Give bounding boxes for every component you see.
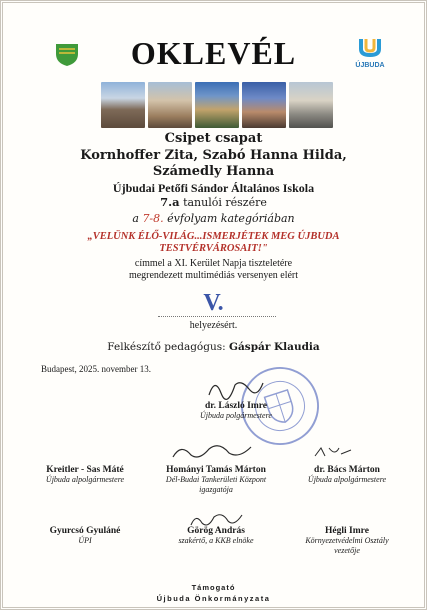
- members-line-2: Számedly Hanna: [152, 164, 275, 179]
- team-name: Csipet csapat: [164, 131, 263, 146]
- description-line-2: megrendezett multimédiás versenyen elért: [128, 270, 299, 281]
- s3-signature-mark: [313, 444, 353, 460]
- s2-name: Hományi Tamás Márton: [166, 465, 266, 475]
- s4-name: Gyurcsó Gyuláné: [49, 526, 121, 536]
- s6-role-line-2: vezetője: [334, 546, 360, 555]
- signature-s2: [151, 465, 281, 495]
- competition-description: [3, 258, 424, 282]
- class-line: [3, 195, 424, 209]
- city-photo-1: [101, 82, 145, 128]
- school-name: Újbudai Petőfi Sándor Általános Iskola: [112, 181, 315, 195]
- sponsor-name: Újbuda Önkormányzata: [156, 594, 271, 603]
- placement-underline: [158, 316, 276, 317]
- s2-signature-mark: [169, 441, 255, 463]
- teacher-line: [3, 341, 424, 353]
- description-line-1: címmel a XI. Kerület Napja tiszteletére: [134, 258, 293, 269]
- s4-role: ÚPI: [78, 536, 92, 545]
- category-suffix: évfolyam kategóriában: [163, 212, 295, 225]
- competition-title-line-2: TESTVÉRVÁROSAIT!": [159, 243, 268, 254]
- city-photo-3: [195, 82, 239, 128]
- class-suffix: tanulói részére: [179, 196, 267, 209]
- s6-name: Hégli Imre: [325, 526, 369, 536]
- members-line-1: Kornhoffer Zita, Szabó Hanna Hilda,: [80, 148, 347, 163]
- city-photo-5: [289, 82, 333, 128]
- city-photo-strip: [101, 82, 333, 128]
- category-prefix: a: [132, 212, 143, 225]
- signature-s4: [25, 526, 145, 546]
- competition-title: [3, 231, 424, 255]
- diploma-title: OKLEVÉL: [130, 35, 297, 71]
- category-grades: 7-8.: [142, 212, 164, 225]
- s3-name: dr. Bács Márton: [314, 465, 380, 475]
- s5-role: szakértő, a KKB elnöke: [178, 536, 254, 545]
- competition-title-line-1: „VELÜNK ÉLŐ-VILÁG...ISMERJÉTEK MEG ÚJBUDA: [87, 231, 340, 242]
- category-line: [3, 212, 424, 225]
- s1-name: Kreitler - Sas Máté: [46, 465, 124, 475]
- placement-suffix: helyezésért.: [189, 320, 238, 331]
- mayor-signature-mark: [205, 375, 265, 401]
- class-label: 7.a: [160, 195, 180, 209]
- teacher-name: Gáspár Klaudia: [229, 341, 320, 353]
- mayor-name: dr. László Imre: [204, 401, 267, 411]
- s6-role-line-1: Környezetvédelmi Osztály: [305, 536, 389, 545]
- s3-role: Újbuda alpolgármestere: [307, 475, 387, 484]
- s2-role-line-1: Dél-Budai Tankerületi Központ: [165, 475, 267, 484]
- team-members: [3, 148, 424, 180]
- s5-name: Görög András: [187, 526, 245, 536]
- sponsor-label: Támogató: [191, 583, 236, 592]
- signature-s3: [287, 465, 407, 485]
- ujbuda-logo-text: ÚJBUDA: [355, 62, 385, 69]
- issue-date: Budapest, 2025. november 13.: [41, 364, 151, 374]
- city-photo-4: [242, 82, 286, 128]
- s2-role-line-2: igazgatója: [199, 485, 233, 494]
- s1-role: Újbuda alpolgármestere: [45, 475, 125, 484]
- teacher-label: Felkészítő pedagógus:: [107, 341, 230, 353]
- signature-mayor: [181, 401, 291, 421]
- mayor-role: Újbuda polgármestere: [200, 411, 272, 420]
- signature-s6: [287, 526, 407, 556]
- city-photo-2: [148, 82, 192, 128]
- signature-s1: [25, 465, 145, 485]
- signature-s5: [151, 526, 281, 546]
- placement-value: V.: [203, 290, 224, 316]
